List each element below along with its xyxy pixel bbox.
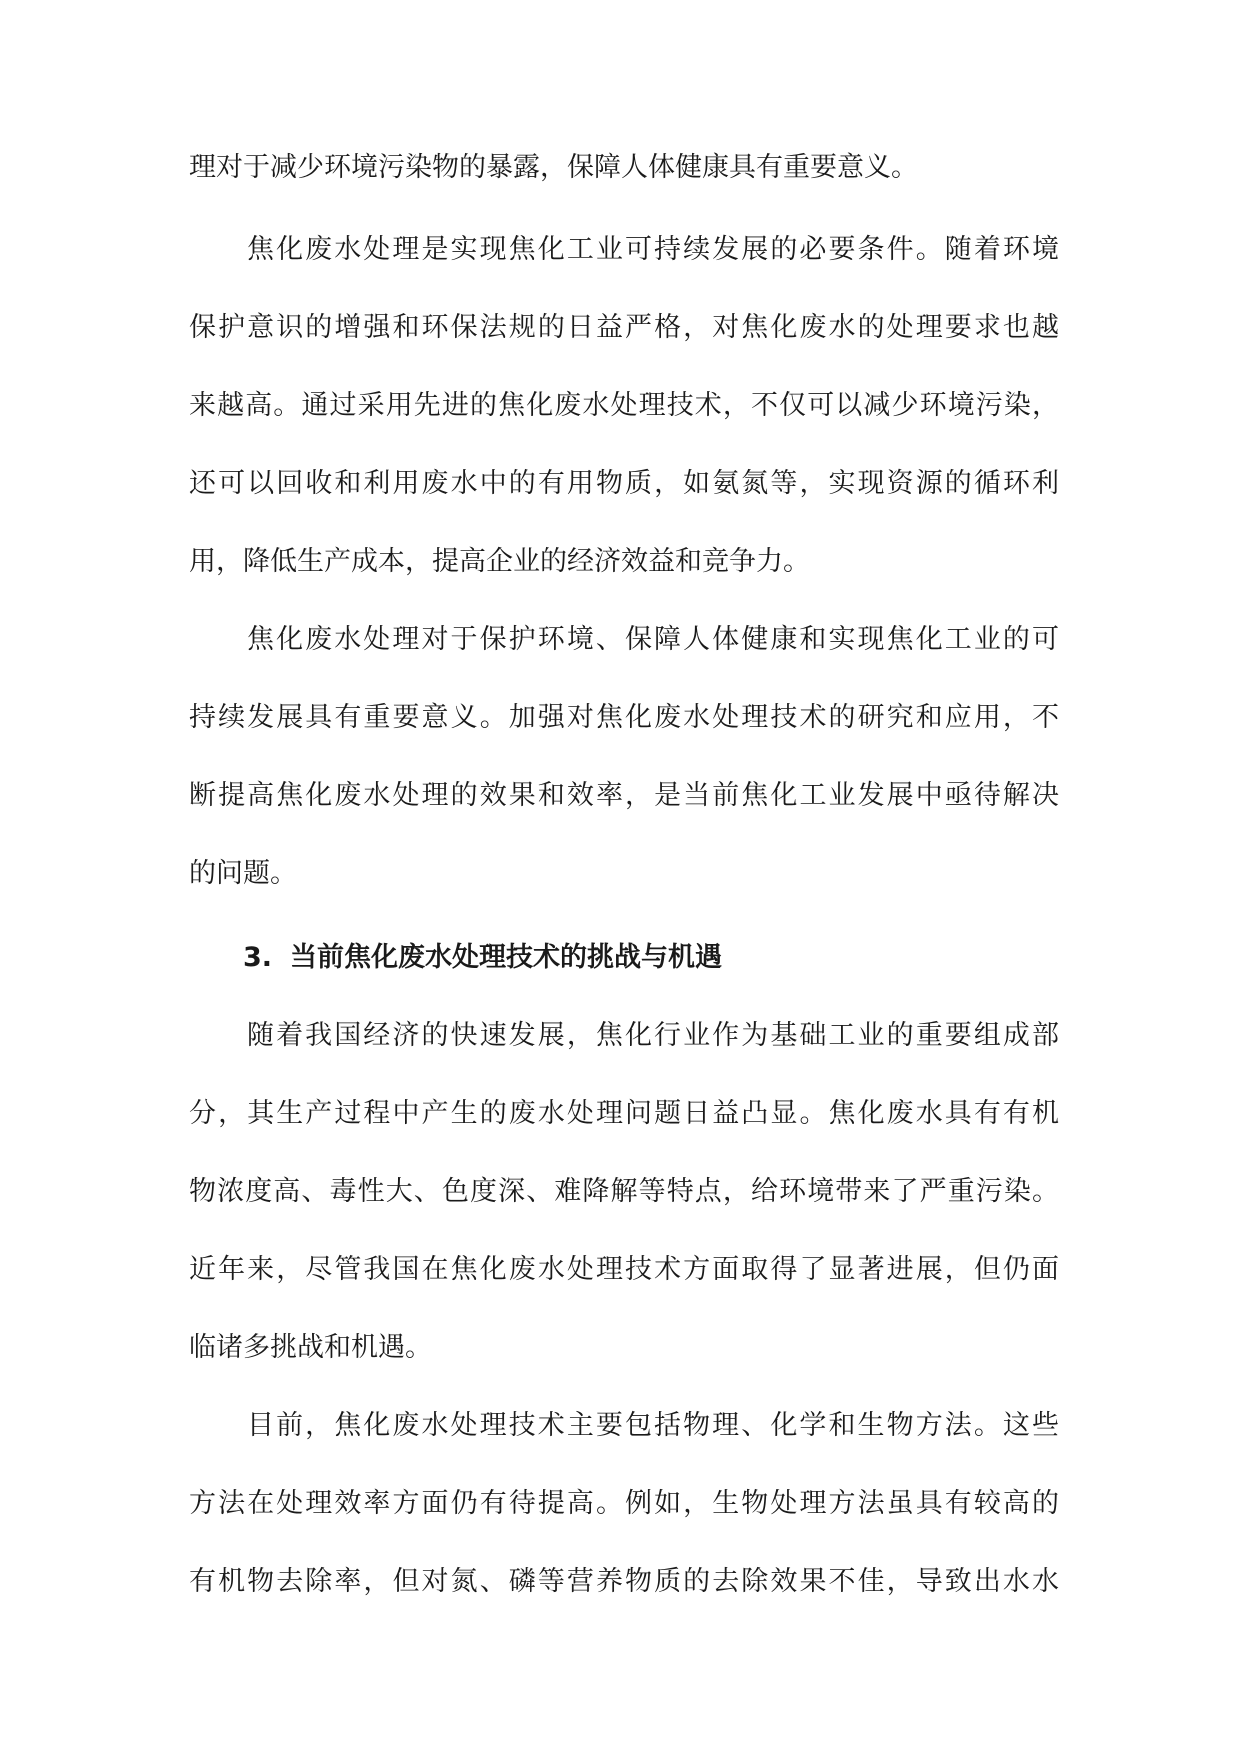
paragraph-line: 焦化废水处理是实现焦化工业可持续发展的必要条件。随着环境 bbox=[247, 234, 1059, 265]
paragraph-line: 来越高。通过采用先进的焦化废水处理技术，不仅可以减少环境污染， bbox=[189, 390, 1059, 421]
paragraph-line: 分，其生产过程中产生的废水处理问题日益凸显。焦化废水具有有机 bbox=[189, 1098, 1059, 1129]
paragraph-line: 近年来，尽管我国在焦化废水处理技术方面取得了显著进展，但仍面 bbox=[189, 1254, 1059, 1285]
paragraph-line: 方法在处理效率方面仍有待提高。例如，生物处理方法虽具有较高的 bbox=[189, 1488, 1059, 1519]
paragraph-line: 物浓度高、毒性大、色度深、难降解等特点，给环境带来了严重污染。 bbox=[189, 1176, 1059, 1207]
paragraph-line: 的问题。 bbox=[189, 858, 297, 889]
paragraph-line: 还可以回收和利用废水中的有用物质，如氨氮等，实现资源的循环利 bbox=[189, 468, 1059, 499]
paragraph-line: 随着我国经济的快速发展，焦化行业作为基础工业的重要组成部 bbox=[247, 1020, 1059, 1051]
section-number: 3. bbox=[243, 942, 273, 973]
paragraph-line: 临诸多挑战和机遇。 bbox=[189, 1332, 432, 1363]
paragraph-line: 保护意识的增强和环保法规的日益严格，对焦化废水的处理要求也越 bbox=[189, 312, 1059, 343]
paragraph-line: 目前，焦化废水处理技术主要包括物理、化学和生物方法。这些 bbox=[247, 1410, 1059, 1441]
paragraph-line: 断提高焦化废水处理的效果和效率，是当前焦化工业发展中亟待解决 bbox=[189, 780, 1059, 811]
paragraph-line: 用，降低生产成本，提高企业的经济效益和竞争力。 bbox=[189, 546, 810, 577]
paragraph-line: 有机物去除率，但对氮、磷等营养物质的去除效果不佳，导致出水水 bbox=[189, 1566, 1059, 1597]
section-heading bbox=[243, 940, 722, 976]
section-title: 当前焦化废水处理技术的挑战与机遇 bbox=[290, 942, 723, 973]
paragraph-line: 理对于减少环境污染物的暴露，保障人体健康具有重要意义。 bbox=[189, 152, 918, 183]
paragraph-line: 持续发展具有重要意义。加强对焦化废水处理技术的研究和应用，不 bbox=[189, 702, 1059, 733]
paragraph-line: 焦化废水处理对于保护环境、保障人体健康和实现焦化工业的可 bbox=[247, 624, 1059, 655]
